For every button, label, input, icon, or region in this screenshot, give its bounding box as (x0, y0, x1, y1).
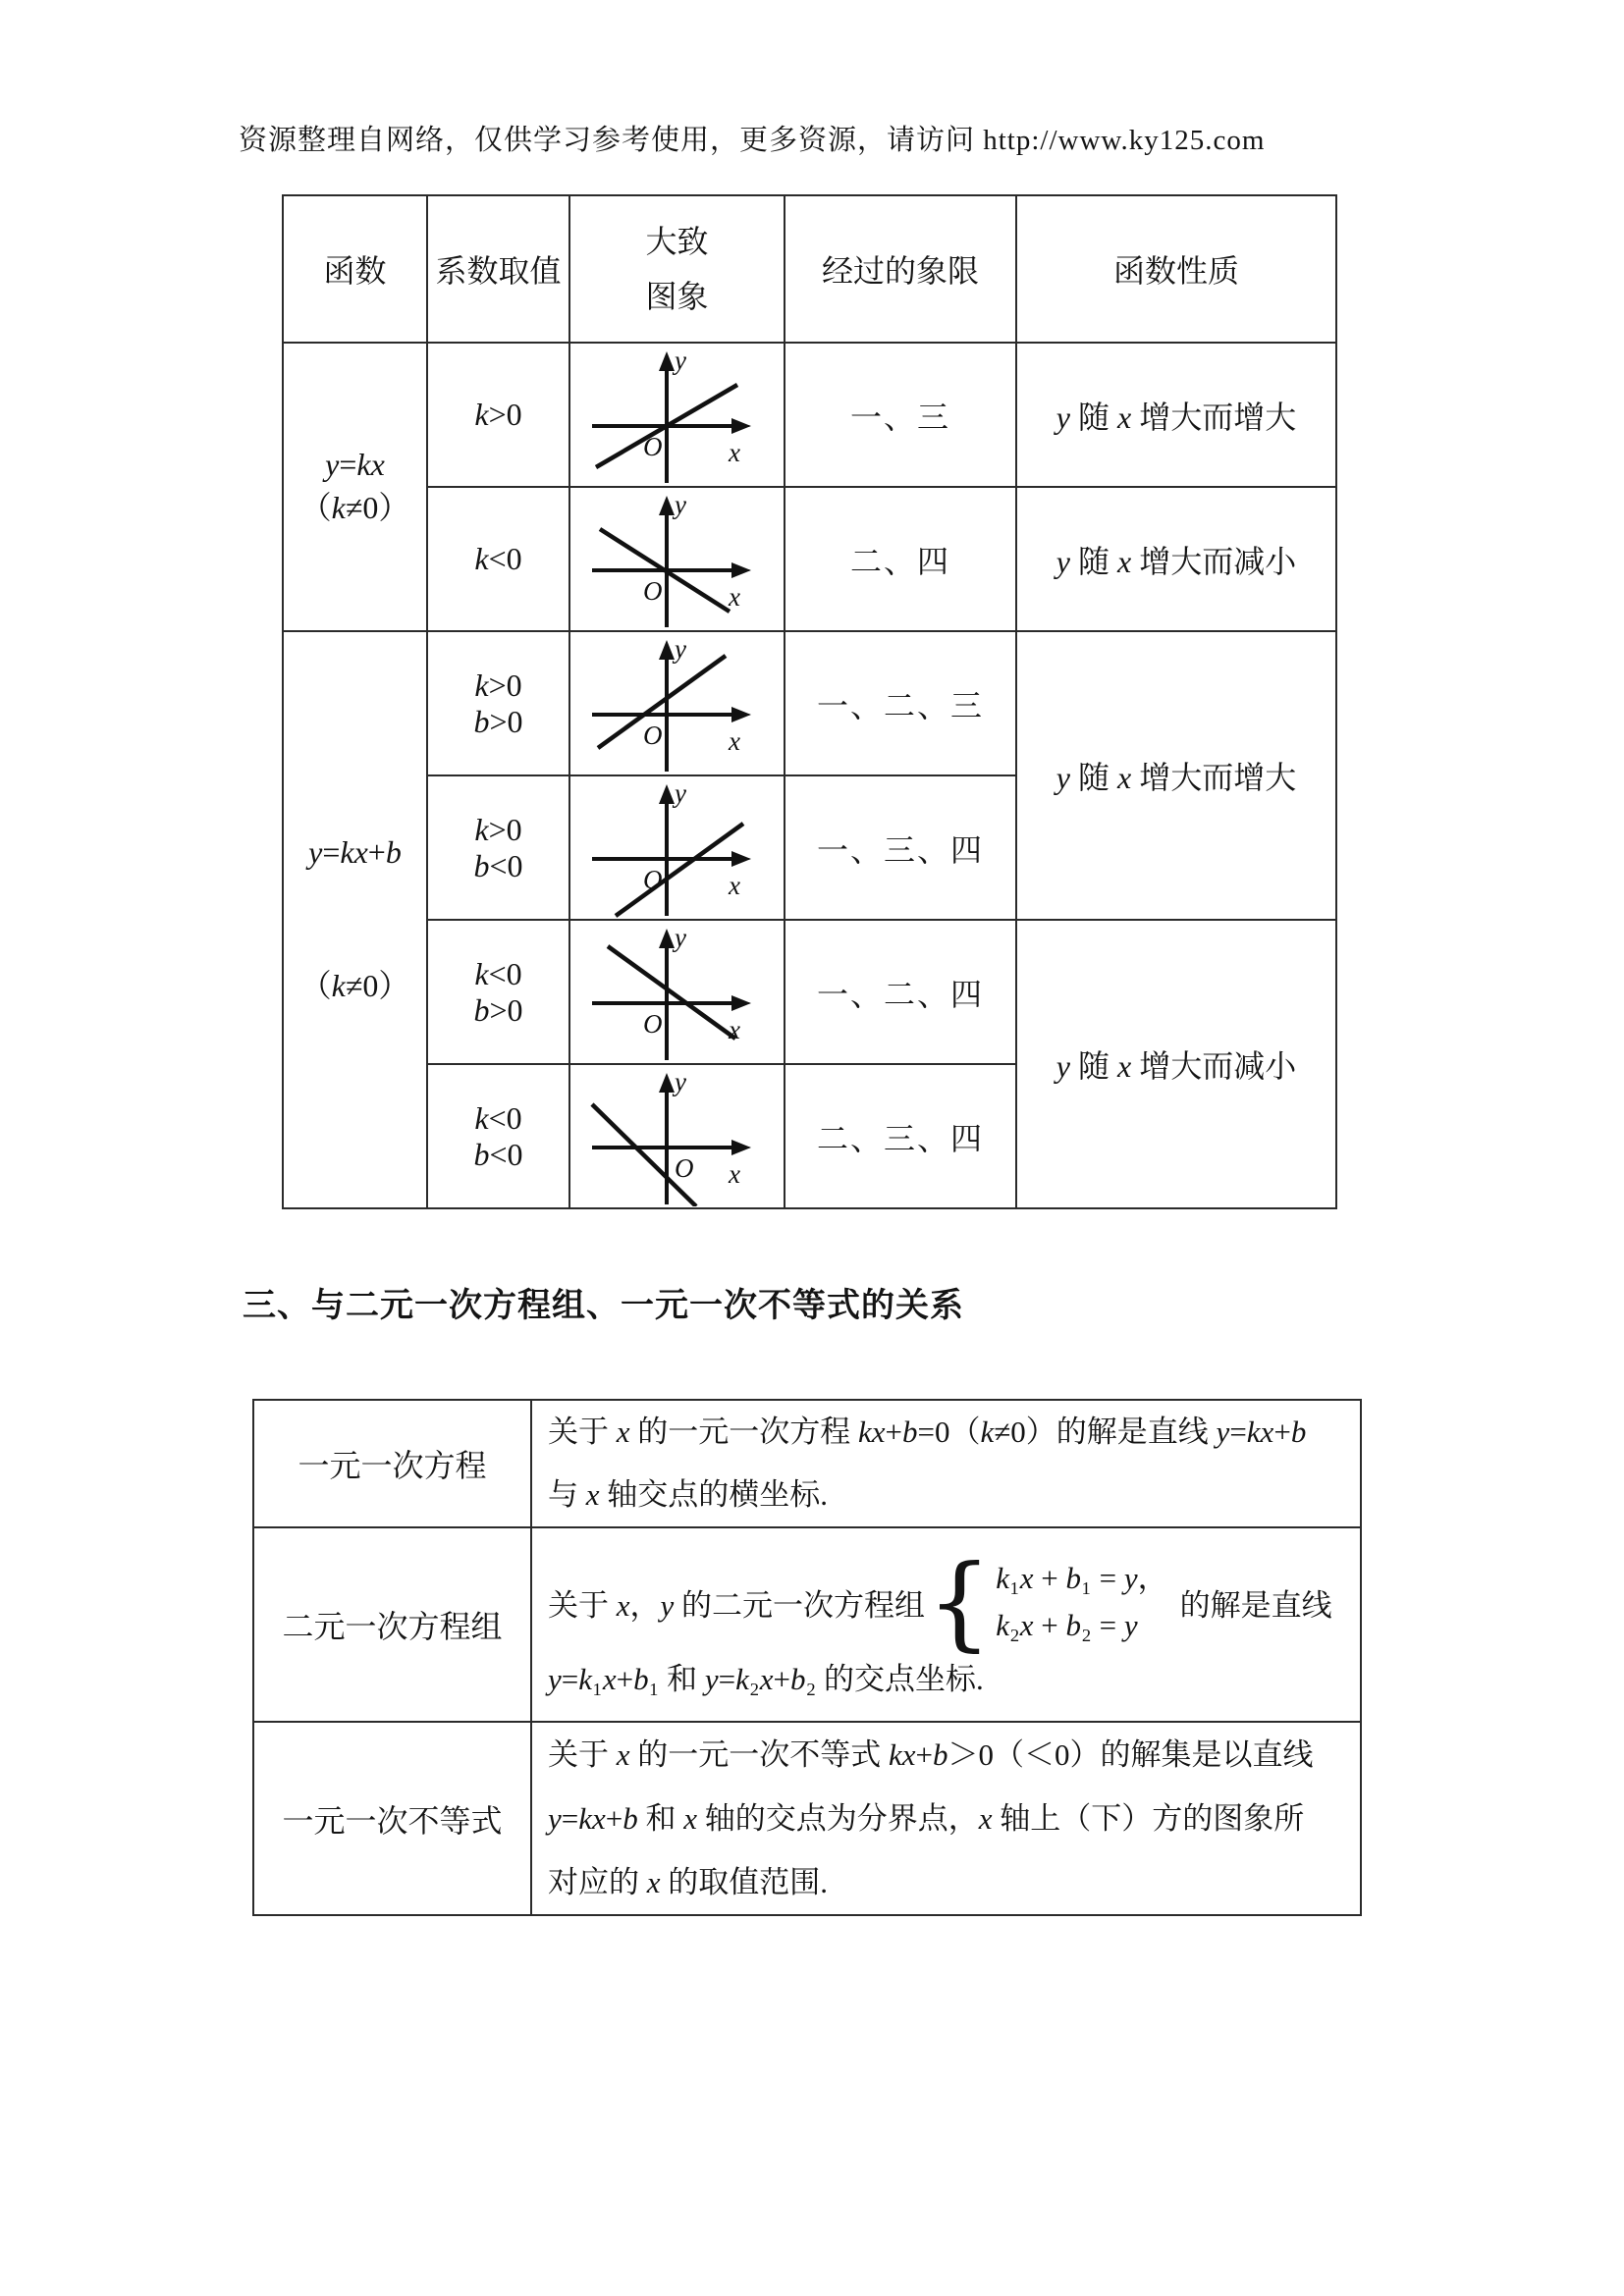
table-row (253, 1722, 1361, 1915)
y-axis-label: y (674, 1068, 686, 1096)
quadrants-cell: 一、三、四 (785, 775, 1016, 920)
x-axis-label: x (728, 725, 740, 756)
graph-cell (569, 1064, 785, 1208)
function-name-cell-ykx (283, 343, 427, 631)
origin-label: O (642, 431, 662, 461)
x-axis-label: x (728, 870, 740, 900)
y-axis-arrowhead (659, 929, 675, 948)
table-row (283, 343, 1336, 487)
relation-label-equation-system: 二元一次方程组 (253, 1527, 531, 1722)
graph-cell (569, 487, 785, 631)
table-row (253, 1527, 1361, 1722)
graph-cell (569, 775, 785, 920)
x-axis-arrowhead (731, 995, 751, 1011)
system-second-line: y=k₁x+b₁ 和 y=k₂x+b₂ 的交点坐标. (548, 1662, 984, 1696)
relation-content (531, 1527, 1361, 1722)
mini-graph-k-negative (576, 492, 779, 629)
function-properties-table (282, 194, 1337, 1209)
x-axis-label: x (728, 1014, 740, 1044)
y-axis-arrowhead (659, 351, 675, 371)
property-cell-merged: y 随 x 增大而减小 (1016, 920, 1336, 1208)
function-condition: （k≠0） (299, 967, 410, 1003)
y-axis-arrowhead (659, 640, 675, 660)
mini-graph-kneg-bpos (576, 925, 779, 1062)
coefficient-cell: k>0 (427, 343, 569, 487)
x-axis-arrowhead (731, 562, 751, 578)
mini-graph-k-positive (576, 347, 779, 485)
system-intro-text: 关于 x，y 的二元一次方程组 (548, 1587, 926, 1623)
mini-graph-kneg-bneg (576, 1069, 779, 1206)
y-axis-label: y (674, 347, 686, 375)
header-cell-properties: 函数性质 (1016, 195, 1336, 343)
y-axis-arrowhead (659, 784, 675, 804)
graph-cell (569, 631, 785, 775)
graph-cell (569, 343, 785, 487)
x-axis-arrowhead (731, 851, 751, 867)
y-axis-arrowhead (659, 496, 675, 515)
property-cell: y 随 x 增大而增大 (1016, 343, 1336, 487)
coefficient-cell: k<0 b>0 (427, 920, 569, 1064)
y-axis-arrowhead (659, 1073, 675, 1093)
table-row (283, 631, 1336, 775)
page-header-text: 资源整理自网络，仅供学习参考使用，更多资源，请访问 http://www.ky125.com (239, 125, 1266, 156)
property-cell: y 随 x 增大而减小 (1016, 487, 1336, 631)
x-axis-label: x (728, 1158, 740, 1189)
function-line (608, 946, 735, 1039)
quadrants-cell: 二、四 (785, 487, 1016, 631)
coefficient-cell: k>0 b<0 (427, 775, 569, 920)
function-formula: y=kx+b (308, 833, 402, 870)
origin-label: O (642, 1008, 662, 1039)
coefficient-cell: k<0 b<0 (427, 1064, 569, 1208)
y-axis-label: y (674, 779, 686, 808)
x-axis-arrowhead (731, 707, 751, 722)
function-formula: y=kx (325, 446, 385, 482)
header-cell-quadrants: 经过的象限 (785, 195, 1016, 343)
header-cell-function: 函数 (283, 195, 427, 343)
quadrants-cell: 二、三、四 (785, 1064, 1016, 1208)
y-axis-label: y (674, 491, 686, 519)
origin-label: O (674, 1152, 693, 1183)
table-row (283, 920, 1336, 1064)
section-heading: 三、与二元一次方程组、一元一次不等式的关系 (243, 1287, 964, 1324)
y-axis-label: y (674, 635, 686, 664)
graph-cell (569, 920, 785, 1064)
x-axis-label: x (728, 437, 740, 467)
relation-label-linear-inequality: 一元一次不等式 (253, 1722, 531, 1915)
x-axis-arrowhead (731, 418, 751, 434)
table-row (253, 1400, 1361, 1527)
table-row (283, 487, 1336, 631)
coefficient-cell: k>0 b>0 (427, 631, 569, 775)
function-condition: （k≠0） (299, 489, 410, 525)
relation-content: 关于 x 的一元一次不等式 kx+b＞0（＜0）的解集是以直线 y=kx+b 和 x 轴的交点为分界点，x 轴上（下）方的图象所 对应的 x 的取值范围. (531, 1722, 1361, 1915)
quadrants-cell: 一、三 (785, 343, 1016, 487)
relation-content: 关于 x 的一元一次方程 kx+b=0（k≠0）的解是直线 y=kx+b 与 x 轴交点的横坐标. (531, 1400, 1361, 1527)
function-name-cell-ykxb (283, 631, 427, 1208)
property-cell-merged: y 随 x 增大而增大 (1016, 631, 1336, 920)
origin-label: O (642, 864, 662, 894)
coefficient-cell: k<0 (427, 487, 569, 631)
origin-label: O (642, 720, 662, 750)
x-axis-label: x (728, 581, 740, 612)
table-header-row (283, 195, 1336, 343)
equation-system: k₁x + b₁ = y， k₂x + b₂ = y (996, 1561, 1168, 1642)
header-cell-graph: 大致图象 (569, 195, 785, 343)
mini-graph-kpos-bneg (576, 780, 779, 918)
mini-graph-kpos-bpos (576, 636, 779, 774)
y-axis-label: y (674, 924, 686, 952)
x-axis-arrowhead (731, 1140, 751, 1155)
quadrants-cell: 一、二、四 (785, 920, 1016, 1064)
relations-table (252, 1399, 1362, 1916)
quadrants-cell: 一、二、三 (785, 631, 1016, 775)
relation-label-linear-equation: 一元一次方程 (253, 1400, 531, 1527)
system-after-text: 的解是直线 (1179, 1587, 1332, 1623)
system-brace: { (927, 1542, 993, 1662)
function-line (616, 824, 743, 916)
origin-label: O (642, 575, 662, 606)
header-cell-coefficients: 系数取值 (427, 195, 569, 343)
